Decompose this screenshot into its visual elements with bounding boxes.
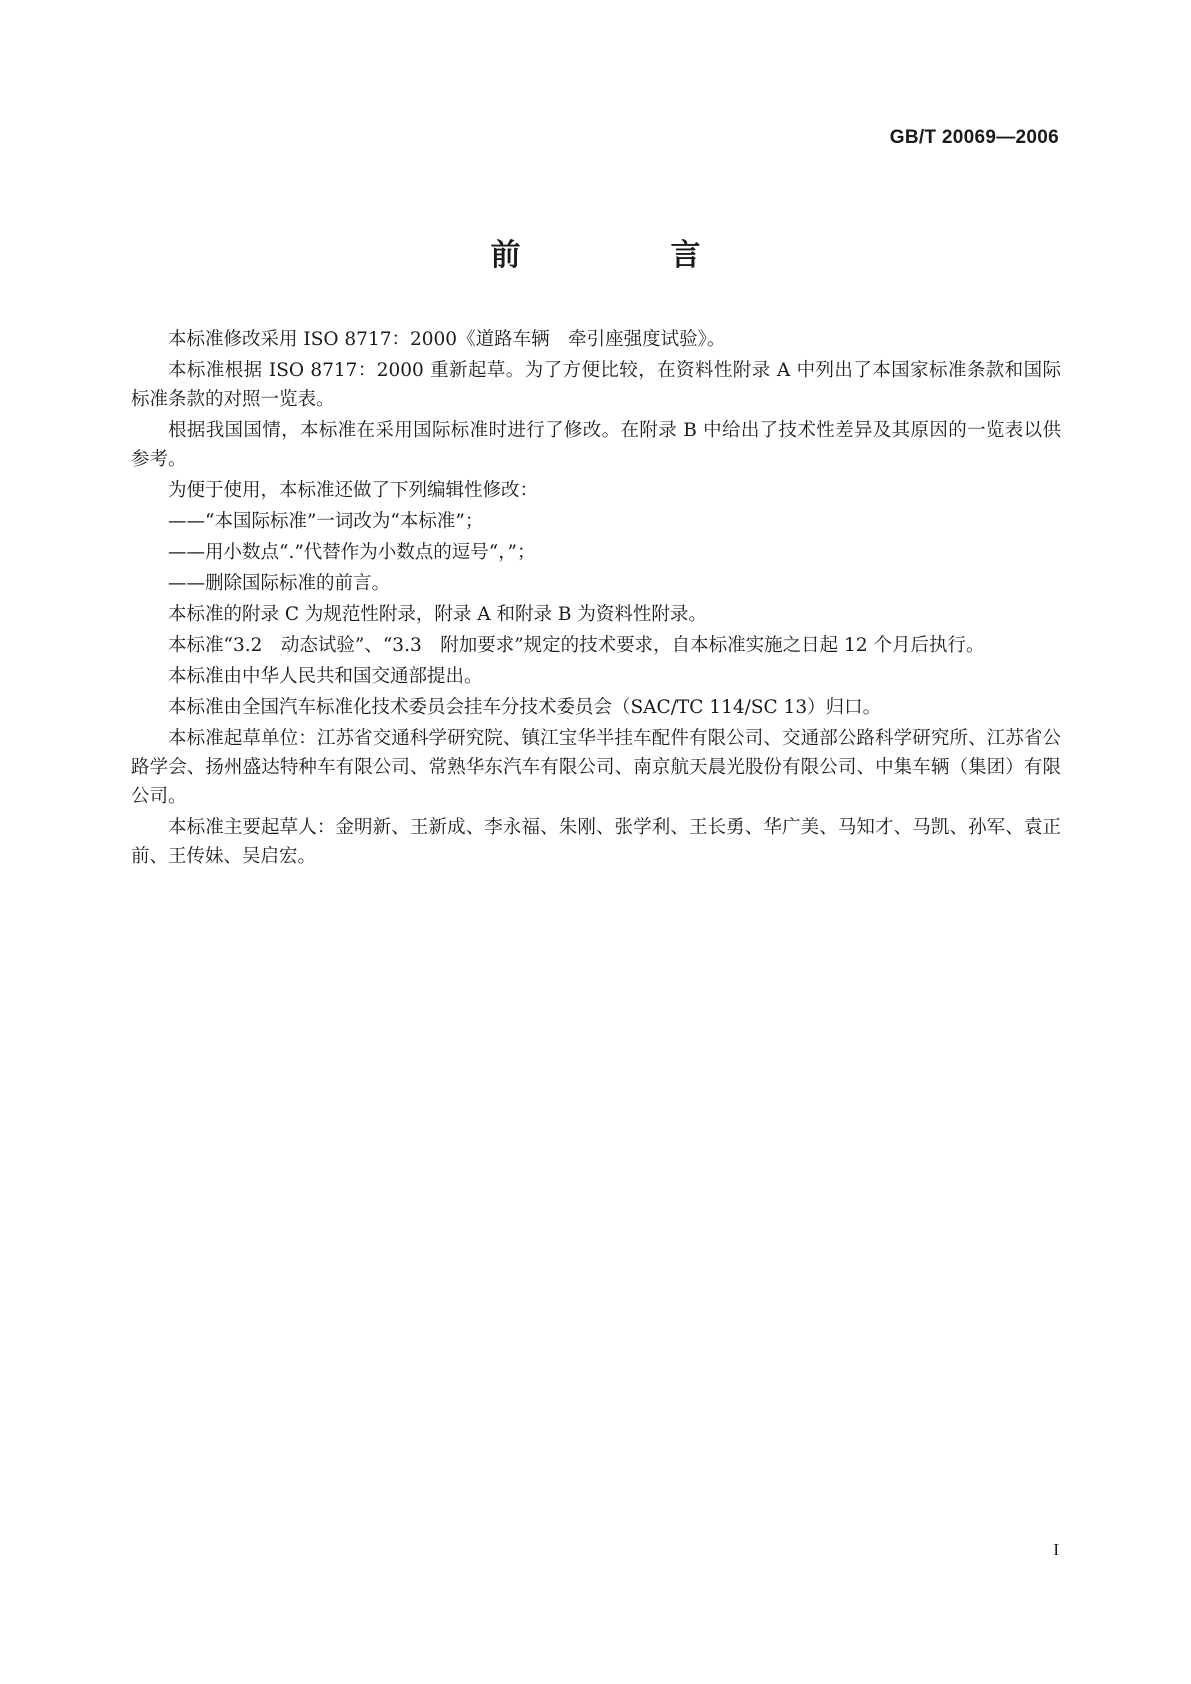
list-item-editorial-3: ——删除国际标准的前言。: [168, 573, 391, 594]
paragraph-drafters: 本标准主要起草人：金明新、王新成、李永福、朱刚、张学利、王长勇、华广美、马知才、马凯、孙军、袁正前、王传妹、吴启宏。: [131, 817, 1061, 867]
list-item-editorial-1: ——“本国际标准”一词改为“本标准”；: [168, 511, 484, 532]
foreword-body: [131, 325, 1061, 873]
paragraph-annexes: 本标准的附录 C 为规范性附录，附录 A 和附录 B 为资料性附录。: [168, 604, 707, 625]
paragraph-proposer: 本标准由中华人民共和国交通部提出。: [168, 666, 483, 687]
paragraph-redrafting: 本标准根据 ISO 8717：2000 重新起草。为了方便比较，在资料性附录 A 中列出了本国家标准条款和国际标准条款的对照一览表。: [131, 360, 1061, 410]
list-item-editorial-2: ——用小数点“.”代替作为小数点的逗号“，”；: [168, 542, 536, 563]
paragraph-effective-date: 本标准“3.2 动态试验”、“3.3 附加要求”规定的技术要求，自本标准实施之日起 12 个月后执行。: [168, 635, 985, 656]
paragraph-modification: 根据我国国情，本标准在采用国际标准时进行了修改。在附录 B 中给出了技术性差异及其原因的一览表以供参考。: [131, 420, 1061, 470]
paragraph-editorial-intro: 为便于使用，本标准还做了下列编辑性修改：: [168, 480, 539, 501]
paragraph-committee: 本标准由全国汽车标准化技术委员会挂车分技术委员会（SAC/TC 114/SC 13）归口。: [168, 697, 882, 718]
page-number: I: [1053, 1540, 1059, 1559]
paragraph-drafting-units: 本标准起草单位：江苏省交通科学研究院、镇江宝华半挂车配件有限公司、交通部公路科学研究所、江苏省公路学会、扬州盛达特种车有限公司、常熟华东汽车有限公司、南京航天晨光股份有限公司、中集车辆（集团）有限公司。: [131, 728, 1061, 807]
page-title: 前 言: [490, 238, 761, 273]
standard-code: GB/T 20069—2006: [889, 127, 1059, 148]
paragraph-adoption: 本标准修改采用 ISO 8717：2000《道路车辆 牵引座强度试验》。: [168, 329, 726, 350]
